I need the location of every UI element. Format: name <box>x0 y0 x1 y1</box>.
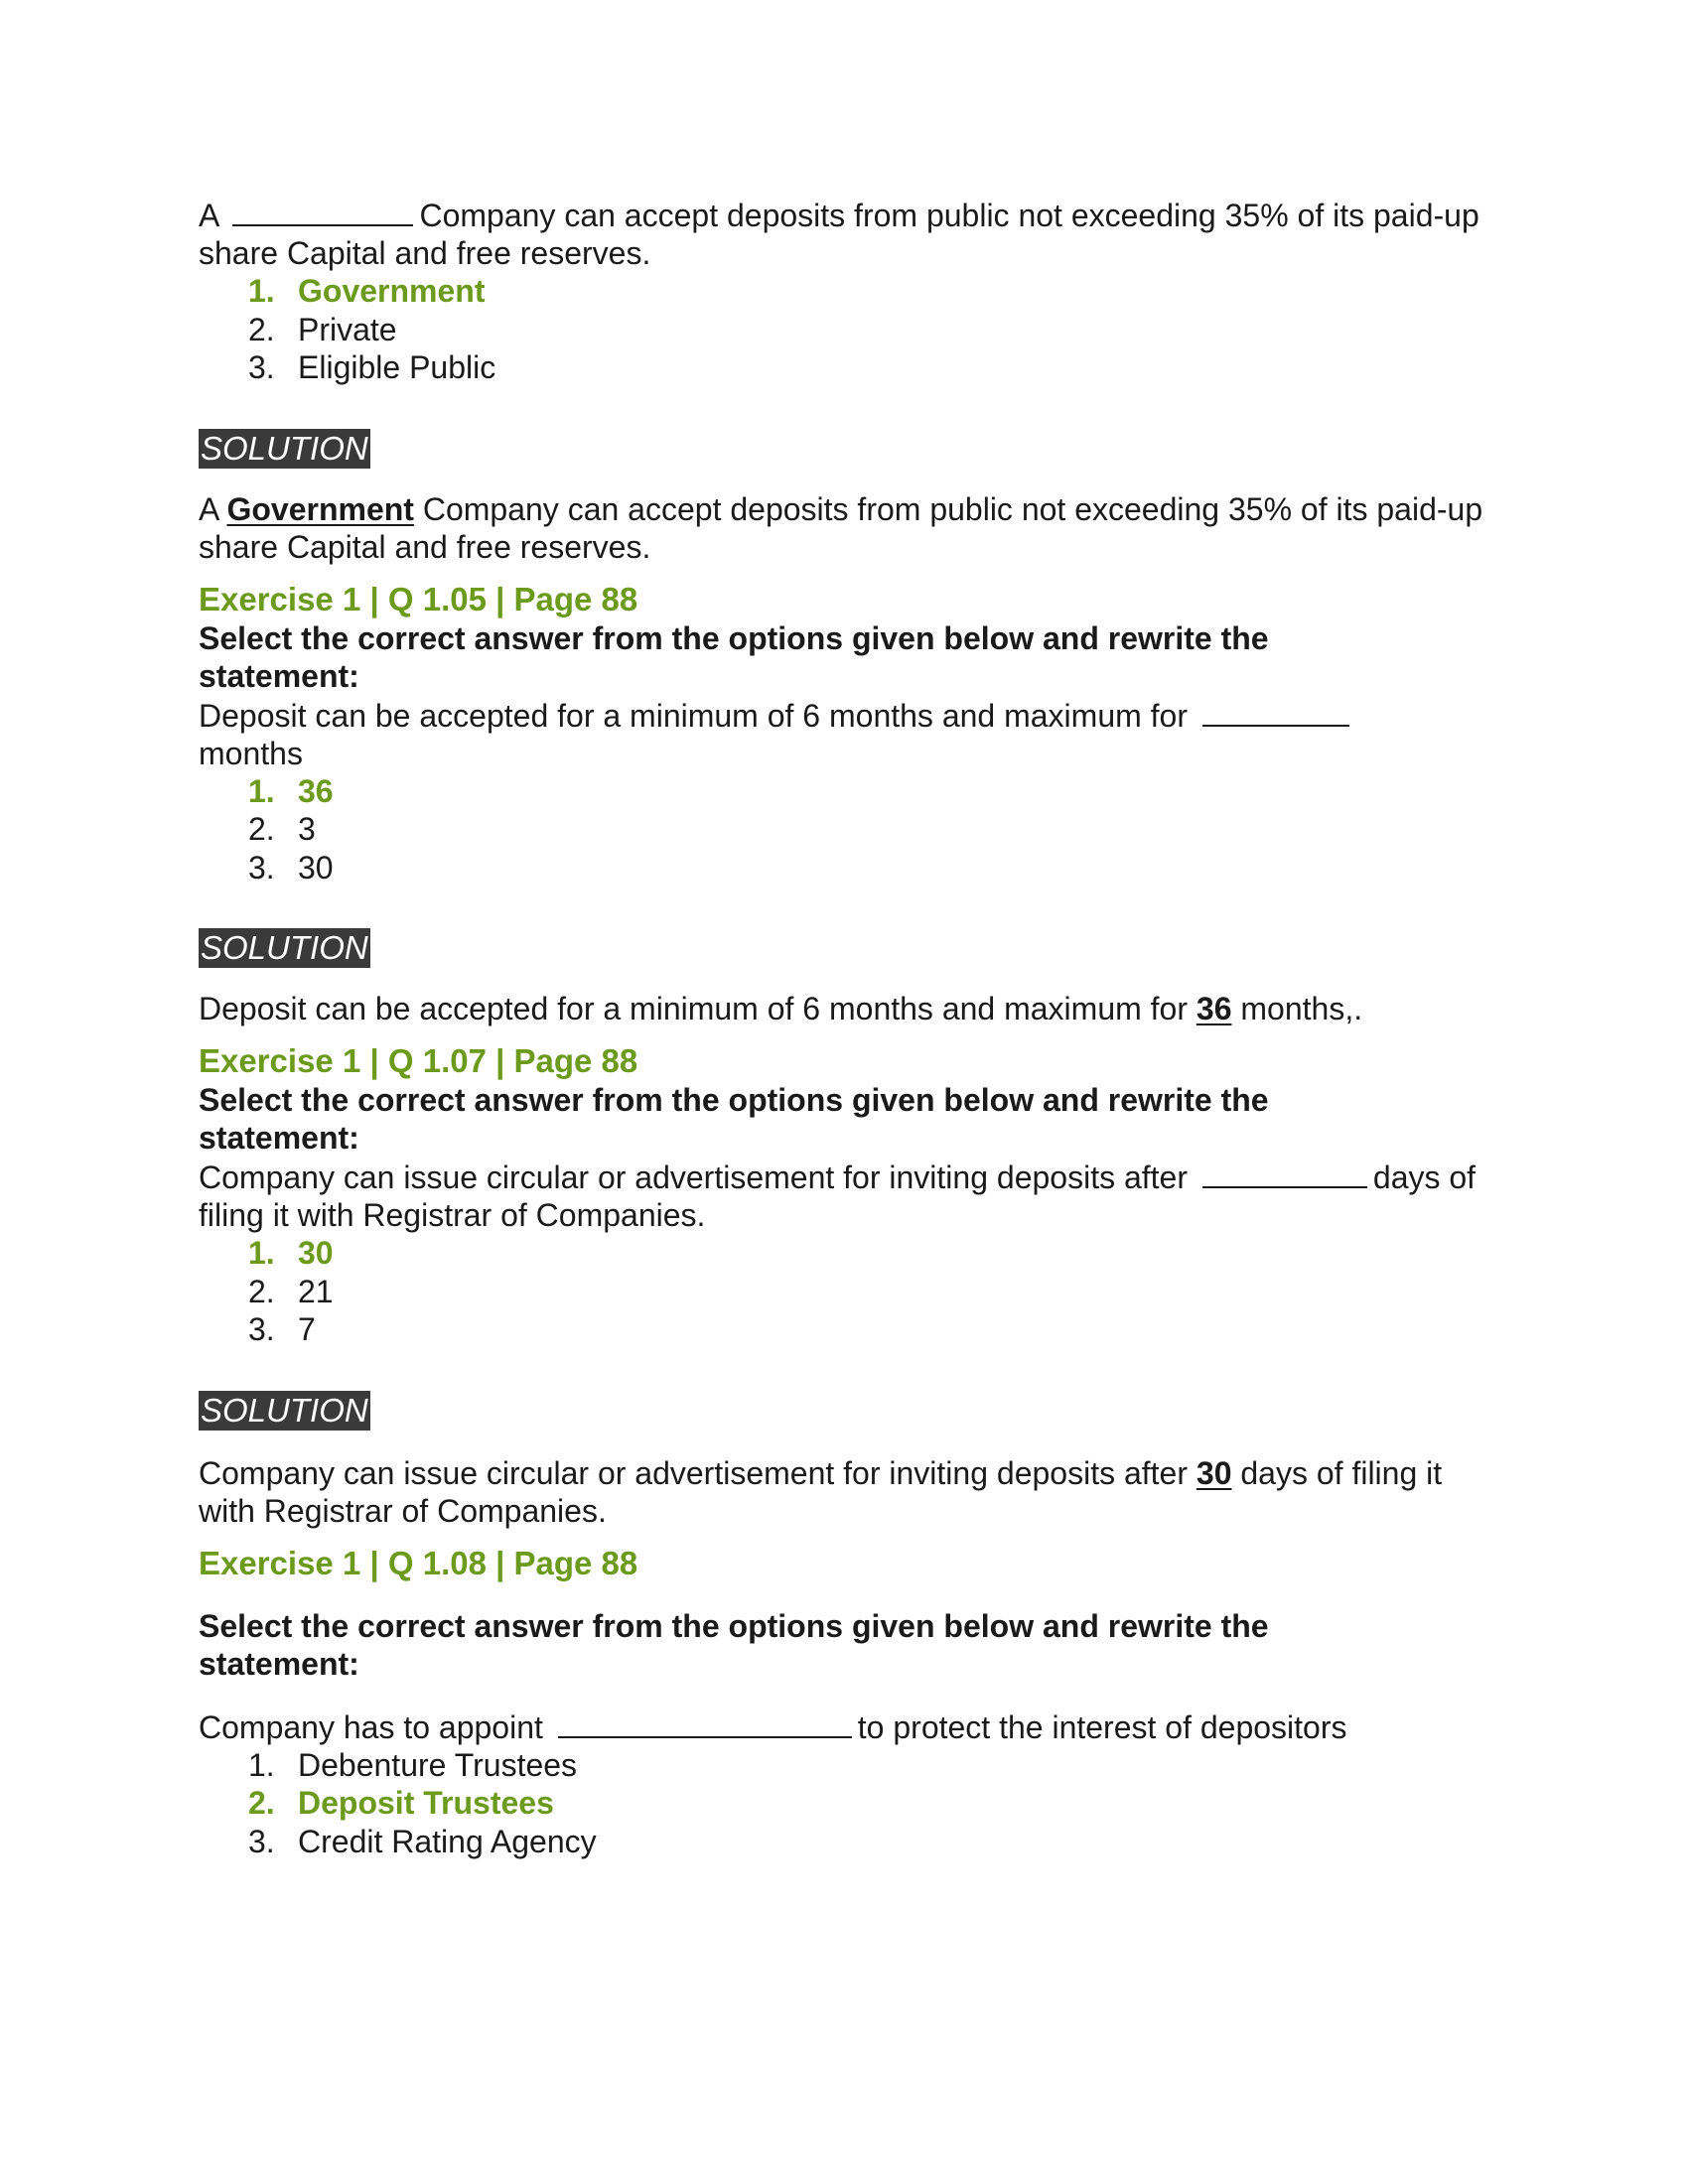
q1-options <box>199 272 1489 387</box>
q3-solution-text: Company can issue circular or advertisement for inviting deposits after 30 days of filing it with Registrar of Companies. <box>199 1454 1443 1529</box>
q4-option-3: 3. Credit Rating Agency <box>248 1823 597 1859</box>
q3-blank <box>1202 1157 1367 1188</box>
q4-blank <box>558 1706 852 1738</box>
q4-statement: Company has to appoint to protect the interest of depositors <box>199 1706 1489 1746</box>
q3-solution-answer: 30 <box>1196 1454 1232 1491</box>
q1-solution-answer: Government <box>226 490 414 527</box>
document-page <box>199 195 1489 1860</box>
q3-solution-label: SOLUTION <box>201 1391 368 1429</box>
q4-options <box>199 1746 1489 1861</box>
q2-statement: Deposit can be accepted for a minimum of 6 months and maximum for months <box>199 695 1489 772</box>
q4-option-1: 1. Debenture Trustees <box>248 1746 578 1783</box>
q2-solution-text: Deposit can be accepted for a minimum of 6 months and maximum for 36 months,. <box>199 991 1363 1026</box>
q4-option-2: 2. Deposit Trustees <box>248 1785 554 1821</box>
q1-blank <box>232 195 413 226</box>
q2-options <box>199 772 1489 887</box>
q4-instruction: Select the correct answer from the options given below and rewrite the statement: <box>199 1607 1269 1682</box>
q1-text-b: Company can accept deposits from public not exceeding 35% of its paid-up share Capital and free reserves. <box>199 198 1479 271</box>
q2-option-2: 2. 3 <box>248 811 316 847</box>
q3-options <box>199 1234 1489 1349</box>
q3-statement: Company can issue circular or advertisement for inviting deposits after days of filing it with Registrar of Companies. <box>199 1157 1489 1234</box>
q1-option-3: 3. Eligible Public <box>248 349 496 385</box>
q2-instruction: Select the correct answer from the options given below and rewrite the statement: <box>199 619 1269 694</box>
q1-solution-text: A Government Company can accept deposits from public not exceeding 35% of its paid-up share Capital and free reserves. <box>199 490 1483 565</box>
q3-exercise-heading: Exercise 1 | Q 1.07 | Page 88 <box>199 1042 638 1079</box>
q1-text-a: A <box>199 198 218 233</box>
q1-statement <box>199 195 1489 272</box>
q3-option-2: 2. 21 <box>248 1273 334 1309</box>
q2-solution-label: SOLUTION <box>201 929 368 966</box>
q2-solution-answer: 36 <box>1196 991 1232 1026</box>
q1-option-1: 1. Government <box>248 273 486 309</box>
q1-solution-label: SOLUTION <box>201 429 368 467</box>
q3-instruction: Select the correct answer from the options given below and rewrite the statement: <box>199 1082 1269 1156</box>
q1-option-2: 2. Private <box>248 311 397 347</box>
q2-option-1: 1. 36 <box>248 772 334 809</box>
q3-option-3: 3. 7 <box>248 1311 316 1347</box>
q3-option-1: 1. 30 <box>248 1235 334 1271</box>
q2-blank <box>1202 695 1349 727</box>
q4-exercise-heading: Exercise 1 | Q 1.08 | Page 88 <box>199 1544 638 1581</box>
q2-option-3: 3. 30 <box>248 849 334 886</box>
q2-exercise-heading: Exercise 1 | Q 1.05 | Page 88 <box>199 580 638 617</box>
